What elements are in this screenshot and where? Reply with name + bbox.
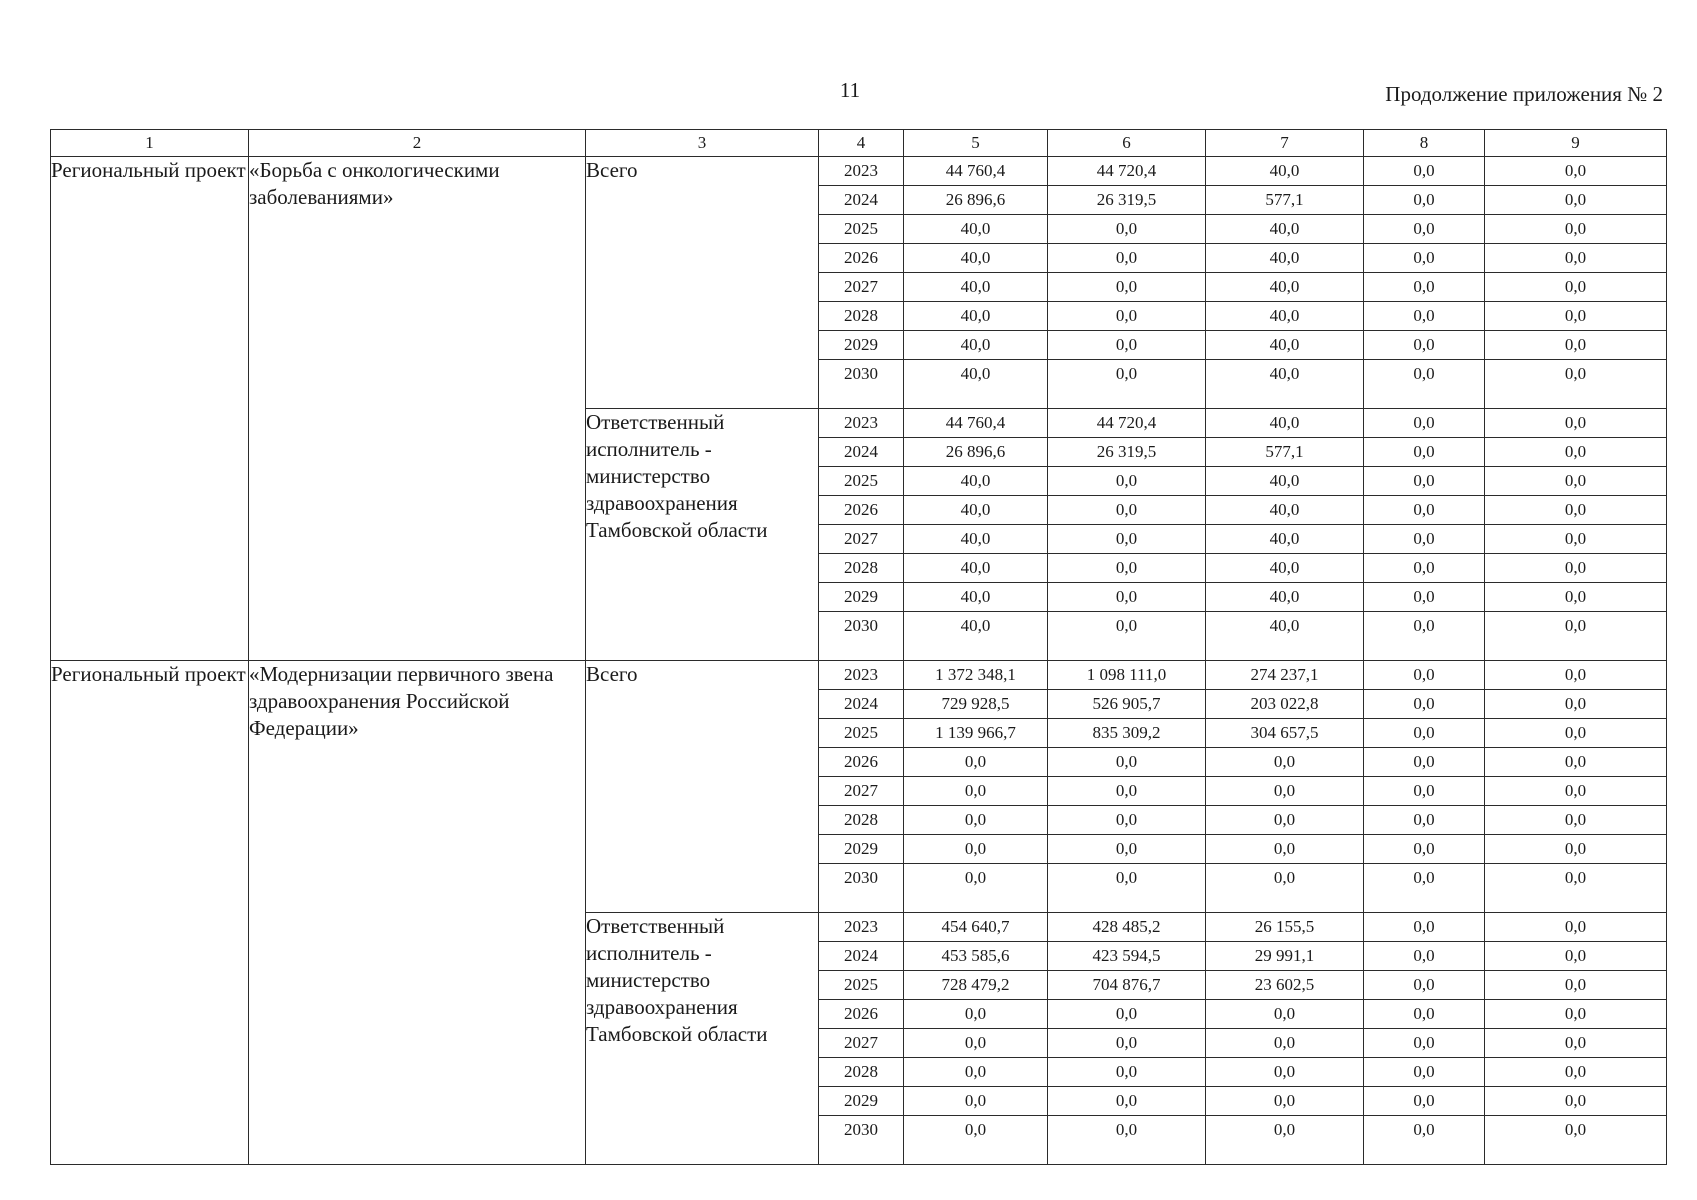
amount-cell: 577,1 bbox=[1206, 438, 1364, 467]
project-type-cell: Региональный проект bbox=[51, 661, 249, 1165]
amount-cell: 40,0 bbox=[1206, 583, 1364, 612]
amount-cell: 0,0 bbox=[1364, 1029, 1485, 1058]
amount-cell: 40,0 bbox=[904, 496, 1048, 525]
year-cell: 2029 bbox=[819, 331, 904, 360]
amount-cell: 44 720,4 bbox=[1048, 157, 1206, 186]
amount-cell: 0,0 bbox=[904, 777, 1048, 806]
amount-cell: 0,0 bbox=[1485, 661, 1667, 690]
amount-cell: 0,0 bbox=[1364, 971, 1485, 1000]
amount-cell: 0,0 bbox=[1485, 360, 1667, 409]
amount-cell: 0,0 bbox=[1206, 1029, 1364, 1058]
year-cell: 2030 bbox=[819, 1116, 904, 1165]
amount-cell: 0,0 bbox=[1048, 331, 1206, 360]
year-cell: 2025 bbox=[819, 467, 904, 496]
table-body bbox=[51, 157, 1667, 1165]
amount-cell: 0,0 bbox=[1048, 748, 1206, 777]
year-cell: 2030 bbox=[819, 360, 904, 409]
amount-cell: 40,0 bbox=[1206, 157, 1364, 186]
amount-cell: 526 905,7 bbox=[1048, 690, 1206, 719]
amount-cell: 40,0 bbox=[904, 302, 1048, 331]
year-cell: 2023 bbox=[819, 913, 904, 942]
amount-cell: 0,0 bbox=[1485, 748, 1667, 777]
amount-cell: 0,0 bbox=[1048, 583, 1206, 612]
amount-cell: 0,0 bbox=[1364, 690, 1485, 719]
year-cell: 2026 bbox=[819, 244, 904, 273]
amount-cell: 26 155,5 bbox=[1206, 913, 1364, 942]
amount-cell: 40,0 bbox=[904, 554, 1048, 583]
amount-cell: 1 372 348,1 bbox=[904, 661, 1048, 690]
amount-cell: 0,0 bbox=[1364, 748, 1485, 777]
amount-cell: 40,0 bbox=[1206, 612, 1364, 661]
amount-cell: 40,0 bbox=[1206, 331, 1364, 360]
amount-cell: 29 991,1 bbox=[1206, 942, 1364, 971]
amount-cell: 0,0 bbox=[1485, 806, 1667, 835]
funding-group-label-cell: Всего bbox=[586, 661, 819, 913]
year-cell: 2027 bbox=[819, 273, 904, 302]
table-row bbox=[51, 157, 1667, 186]
year-cell: 2024 bbox=[819, 942, 904, 971]
amount-cell: 0,0 bbox=[1364, 719, 1485, 748]
amount-cell: 0,0 bbox=[1048, 835, 1206, 864]
amount-cell: 40,0 bbox=[1206, 525, 1364, 554]
year-cell: 2024 bbox=[819, 186, 904, 215]
amount-cell: 40,0 bbox=[1206, 273, 1364, 302]
amount-cell: 0,0 bbox=[1364, 331, 1485, 360]
amount-cell: 0,0 bbox=[1364, 661, 1485, 690]
amount-cell: 0,0 bbox=[1048, 360, 1206, 409]
amount-cell: 577,1 bbox=[1206, 186, 1364, 215]
year-cell: 2028 bbox=[819, 1058, 904, 1087]
amount-cell: 0,0 bbox=[904, 748, 1048, 777]
amount-cell: 0,0 bbox=[1364, 942, 1485, 971]
amount-cell: 0,0 bbox=[1048, 273, 1206, 302]
amount-cell: 0,0 bbox=[1485, 554, 1667, 583]
amount-cell: 0,0 bbox=[1485, 690, 1667, 719]
amount-cell: 1 139 966,7 bbox=[904, 719, 1048, 748]
amount-cell: 0,0 bbox=[1485, 302, 1667, 331]
amount-cell: 0,0 bbox=[1364, 409, 1485, 438]
column-number-header: 4 bbox=[819, 130, 904, 157]
budget-table bbox=[50, 129, 1667, 1165]
amount-cell: 0,0 bbox=[1364, 244, 1485, 273]
amount-cell: 0,0 bbox=[904, 806, 1048, 835]
appendix-continuation-note: Продолжение приложения № 2 bbox=[1385, 82, 1663, 106]
amount-cell: 0,0 bbox=[1048, 777, 1206, 806]
amount-cell: 0,0 bbox=[1048, 467, 1206, 496]
amount-cell: 0,0 bbox=[1364, 438, 1485, 467]
amount-cell: 44 760,4 bbox=[904, 409, 1048, 438]
amount-cell: 0,0 bbox=[1206, 835, 1364, 864]
amount-cell: 0,0 bbox=[1485, 719, 1667, 748]
amount-cell: 0,0 bbox=[1048, 1087, 1206, 1116]
amount-cell: 0,0 bbox=[1364, 273, 1485, 302]
amount-cell: 40,0 bbox=[1206, 409, 1364, 438]
amount-cell: 26 319,5 bbox=[1048, 438, 1206, 467]
amount-cell: 0,0 bbox=[1485, 525, 1667, 554]
amount-cell: 0,0 bbox=[1048, 244, 1206, 273]
column-number-header: 8 bbox=[1364, 130, 1485, 157]
amount-cell: 0,0 bbox=[1485, 971, 1667, 1000]
year-cell: 2026 bbox=[819, 496, 904, 525]
amount-cell: 40,0 bbox=[904, 525, 1048, 554]
amount-cell: 26 896,6 bbox=[904, 438, 1048, 467]
year-cell: 2023 bbox=[819, 661, 904, 690]
amount-cell: 0,0 bbox=[1048, 525, 1206, 554]
amount-cell: 44 760,4 bbox=[904, 157, 1048, 186]
amount-cell: 0,0 bbox=[1485, 1000, 1667, 1029]
amount-cell: 0,0 bbox=[1485, 467, 1667, 496]
amount-cell: 0,0 bbox=[1364, 835, 1485, 864]
amount-cell: 0,0 bbox=[1364, 525, 1485, 554]
table-row bbox=[51, 661, 1667, 690]
amount-cell: 304 657,5 bbox=[1206, 719, 1364, 748]
year-cell: 2027 bbox=[819, 525, 904, 554]
year-cell: 2030 bbox=[819, 864, 904, 913]
amount-cell: 0,0 bbox=[1048, 1058, 1206, 1087]
amount-cell: 0,0 bbox=[1364, 1000, 1485, 1029]
amount-cell: 40,0 bbox=[904, 360, 1048, 409]
year-cell: 2025 bbox=[819, 971, 904, 1000]
amount-cell: 0,0 bbox=[1048, 215, 1206, 244]
amount-cell: 0,0 bbox=[1485, 157, 1667, 186]
year-cell: 2028 bbox=[819, 302, 904, 331]
amount-cell: 0,0 bbox=[1364, 215, 1485, 244]
amount-cell: 40,0 bbox=[1206, 554, 1364, 583]
year-cell: 2023 bbox=[819, 409, 904, 438]
amount-cell: 0,0 bbox=[1485, 913, 1667, 942]
amount-cell: 0,0 bbox=[1048, 612, 1206, 661]
amount-cell: 729 928,5 bbox=[904, 690, 1048, 719]
amount-cell: 40,0 bbox=[904, 244, 1048, 273]
amount-cell: 0,0 bbox=[1364, 360, 1485, 409]
amount-cell: 0,0 bbox=[1206, 1058, 1364, 1087]
amount-cell: 0,0 bbox=[1048, 302, 1206, 331]
amount-cell: 454 640,7 bbox=[904, 913, 1048, 942]
year-cell: 2026 bbox=[819, 748, 904, 777]
amount-cell: 704 876,7 bbox=[1048, 971, 1206, 1000]
amount-cell: 0,0 bbox=[1485, 186, 1667, 215]
year-cell: 2028 bbox=[819, 554, 904, 583]
amount-cell: 0,0 bbox=[1048, 864, 1206, 913]
amount-cell: 40,0 bbox=[904, 612, 1048, 661]
amount-cell: 0,0 bbox=[1485, 1058, 1667, 1087]
column-number-header: 3 bbox=[586, 130, 819, 157]
amount-cell: 0,0 bbox=[1485, 409, 1667, 438]
amount-cell: 0,0 bbox=[1364, 496, 1485, 525]
amount-cell: 0,0 bbox=[1206, 864, 1364, 913]
amount-cell: 0,0 bbox=[1485, 1029, 1667, 1058]
amount-cell: 0,0 bbox=[1048, 1000, 1206, 1029]
amount-cell: 40,0 bbox=[1206, 302, 1364, 331]
amount-cell: 0,0 bbox=[1364, 612, 1485, 661]
amount-cell: 0,0 bbox=[904, 835, 1048, 864]
year-cell: 2024 bbox=[819, 690, 904, 719]
amount-cell: 0,0 bbox=[1485, 942, 1667, 971]
column-number-header: 1 bbox=[51, 130, 249, 157]
amount-cell: 0,0 bbox=[1485, 1087, 1667, 1116]
year-cell: 2029 bbox=[819, 1087, 904, 1116]
column-number-header: 2 bbox=[249, 130, 586, 157]
amount-cell: 0,0 bbox=[1048, 1116, 1206, 1165]
funding-group-label-cell: Всего bbox=[586, 157, 819, 409]
funding-group-label-cell: Ответственный исполнитель - министерство здравоохранения Тамбовской области bbox=[586, 913, 819, 1165]
amount-cell: 203 022,8 bbox=[1206, 690, 1364, 719]
amount-cell: 0,0 bbox=[1485, 583, 1667, 612]
project-type-cell: Региональный проект bbox=[51, 157, 249, 661]
amount-cell: 0,0 bbox=[1364, 554, 1485, 583]
amount-cell: 0,0 bbox=[1206, 1087, 1364, 1116]
amount-cell: 40,0 bbox=[1206, 467, 1364, 496]
year-cell: 2030 bbox=[819, 612, 904, 661]
amount-cell: 0,0 bbox=[1206, 748, 1364, 777]
amount-cell: 0,0 bbox=[904, 1000, 1048, 1029]
amount-cell: 40,0 bbox=[1206, 215, 1364, 244]
amount-cell: 428 485,2 bbox=[1048, 913, 1206, 942]
amount-cell: 40,0 bbox=[904, 273, 1048, 302]
project-name-cell: «Борьба с онкологическими заболеваниями» bbox=[249, 157, 586, 661]
column-number-header: 6 bbox=[1048, 130, 1206, 157]
amount-cell: 0,0 bbox=[1485, 612, 1667, 661]
amount-cell: 40,0 bbox=[904, 215, 1048, 244]
amount-cell: 0,0 bbox=[1364, 583, 1485, 612]
amount-cell: 0,0 bbox=[904, 864, 1048, 913]
amount-cell: 0,0 bbox=[1364, 157, 1485, 186]
year-cell: 2029 bbox=[819, 583, 904, 612]
year-cell: 2025 bbox=[819, 215, 904, 244]
amount-cell: 40,0 bbox=[904, 331, 1048, 360]
amount-cell: 26 896,6 bbox=[904, 186, 1048, 215]
amount-cell: 0,0 bbox=[1364, 1058, 1485, 1087]
amount-cell: 44 720,4 bbox=[1048, 409, 1206, 438]
amount-cell: 0,0 bbox=[1485, 438, 1667, 467]
amount-cell: 0,0 bbox=[1485, 777, 1667, 806]
amount-cell: 0,0 bbox=[1048, 496, 1206, 525]
column-number-header: 5 bbox=[904, 130, 1048, 157]
year-cell: 2024 bbox=[819, 438, 904, 467]
amount-cell: 0,0 bbox=[1364, 864, 1485, 913]
amount-cell: 0,0 bbox=[1485, 215, 1667, 244]
amount-cell: 0,0 bbox=[1364, 302, 1485, 331]
amount-cell: 0,0 bbox=[904, 1029, 1048, 1058]
amount-cell: 0,0 bbox=[1048, 806, 1206, 835]
amount-cell: 0,0 bbox=[1485, 835, 1667, 864]
column-number-row bbox=[51, 130, 1667, 157]
amount-cell: 0,0 bbox=[1048, 554, 1206, 583]
amount-cell: 0,0 bbox=[1206, 777, 1364, 806]
amount-cell: 40,0 bbox=[904, 583, 1048, 612]
amount-cell: 453 585,6 bbox=[904, 942, 1048, 971]
project-name-cell: «Модернизации первичного звена здравоохранения Российской Федерации» bbox=[249, 661, 586, 1165]
amount-cell: 0,0 bbox=[1206, 1000, 1364, 1029]
amount-cell: 0,0 bbox=[1206, 1116, 1364, 1165]
amount-cell: 40,0 bbox=[1206, 244, 1364, 273]
amount-cell: 728 479,2 bbox=[904, 971, 1048, 1000]
amount-cell: 0,0 bbox=[1485, 864, 1667, 913]
amount-cell: 835 309,2 bbox=[1048, 719, 1206, 748]
amount-cell: 0,0 bbox=[1048, 1029, 1206, 1058]
column-number-header: 9 bbox=[1485, 130, 1667, 157]
page-number: 11 bbox=[839, 78, 861, 102]
amount-cell: 40,0 bbox=[1206, 360, 1364, 409]
column-number-header: 7 bbox=[1206, 130, 1364, 157]
amount-cell: 0,0 bbox=[904, 1058, 1048, 1087]
year-cell: 2027 bbox=[819, 777, 904, 806]
amount-cell: 23 602,5 bbox=[1206, 971, 1364, 1000]
amount-cell: 0,0 bbox=[1364, 777, 1485, 806]
amount-cell: 0,0 bbox=[904, 1087, 1048, 1116]
amount-cell: 0,0 bbox=[1364, 186, 1485, 215]
amount-cell: 0,0 bbox=[1364, 1116, 1485, 1165]
amount-cell: 0,0 bbox=[1364, 806, 1485, 835]
year-cell: 2023 bbox=[819, 157, 904, 186]
amount-cell: 0,0 bbox=[1485, 1116, 1667, 1165]
year-cell: 2025 bbox=[819, 719, 904, 748]
funding-group-label-cell: Ответственный исполнитель - министерство здравоохранения Тамбовской области bbox=[586, 409, 819, 661]
amount-cell: 0,0 bbox=[1485, 244, 1667, 273]
amount-cell: 423 594,5 bbox=[1048, 942, 1206, 971]
amount-cell: 0,0 bbox=[1364, 1087, 1485, 1116]
year-cell: 2028 bbox=[819, 806, 904, 835]
amount-cell: 0,0 bbox=[1364, 913, 1485, 942]
table-header bbox=[51, 130, 1667, 157]
year-cell: 2029 bbox=[819, 835, 904, 864]
amount-cell: 0,0 bbox=[1485, 331, 1667, 360]
amount-cell: 0,0 bbox=[1206, 806, 1364, 835]
amount-cell: 0,0 bbox=[1485, 496, 1667, 525]
amount-cell: 274 237,1 bbox=[1206, 661, 1364, 690]
amount-cell: 0,0 bbox=[1485, 273, 1667, 302]
amount-cell: 1 098 111,0 bbox=[1048, 661, 1206, 690]
amount-cell: 0,0 bbox=[1364, 467, 1485, 496]
year-cell: 2027 bbox=[819, 1029, 904, 1058]
amount-cell: 40,0 bbox=[904, 467, 1048, 496]
year-cell: 2026 bbox=[819, 1000, 904, 1029]
amount-cell: 40,0 bbox=[1206, 496, 1364, 525]
amount-cell: 26 319,5 bbox=[1048, 186, 1206, 215]
amount-cell: 0,0 bbox=[904, 1116, 1048, 1165]
